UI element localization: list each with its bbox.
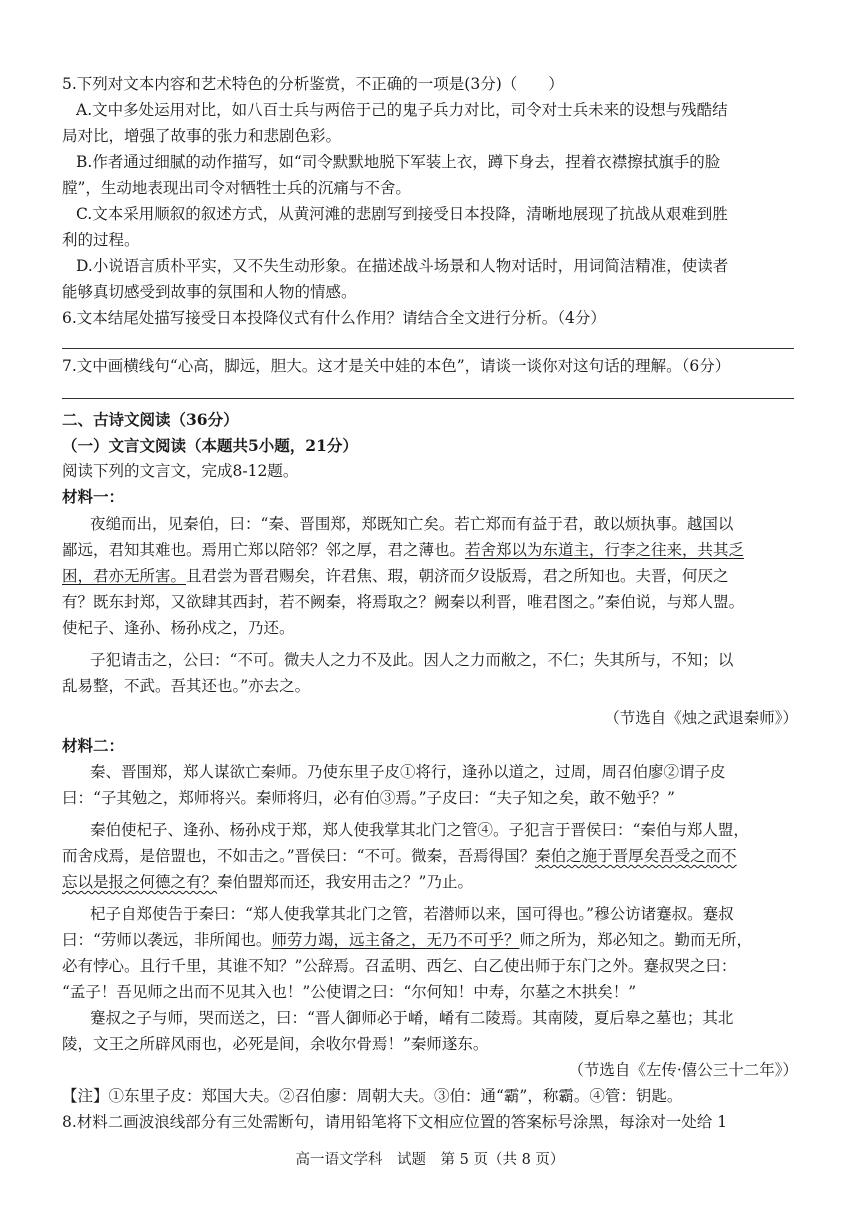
material2-source: （节选自《左传·僖公三十二年》）: [568, 1061, 798, 1079]
subsection-title: （一）文言文阅读（本题共5小题，21分）: [62, 436, 358, 455]
material2-line: 秦、晋围郑，郑人谋欲亡秦师。乃使东里子皮①将行，逢孙以道之，过周，周召伯廖②谓子皮: [90, 763, 726, 781]
material1-label: 材料一：: [62, 487, 125, 506]
material2-line: “孟子！吾见师之出而不见其入也！”公使谓之曰：“尔何知！中寿，尔墓之木拱矣！”: [62, 983, 637, 1001]
underlined-sentence: 困，君亦无所害。: [62, 567, 187, 585]
q5-option-c-line2: 利的过程。: [62, 231, 140, 249]
q5-option-b-line2: 膛”，生动地表现出司令对牺牲士兵的沉痛与不舍。: [62, 179, 411, 197]
q5-option-a-line2: 局对比，增强了故事的张力和悲剧色彩。: [62, 127, 342, 145]
material2-line: 曰：“劳师以袭远，非所闻也。师劳力竭，远主备之，无乃不可乎？师之所为，郑必知之。勤而无所，: [62, 931, 752, 949]
answer-line-q6[interactable]: [62, 348, 794, 349]
q8-stem: 8.材料二画波浪线部分有三处需断句，请用铅笔将下文相应位置的答案标号涂黑，每涂对一处给 1: [62, 1113, 728, 1131]
material1-line: 乱易整，不武。吾其还也。”亦去之。: [62, 677, 311, 695]
material2-line: 而舍戍焉，是倍盟也，不如击之。”晋侯曰：“不可。微秦，吾焉得国？秦伯之施于晋厚矣吾受之而不: [62, 847, 737, 865]
q6-stem: 6.文本结尾处描写接受日本投降仪式有什么作用？请结合全文进行分析。（4分）: [62, 309, 606, 327]
annotation-note: 【注】①东里子皮：郑国大夫。②召伯廖：周朝大夫。③伯：通“霸”，称霸。④管：钥匙。: [62, 1087, 683, 1105]
q7-stem: 7.文中画横线句“心高，脚远，胆大。这才是关中娃的本色”，请谈一谈你对这句话的理解。（6分）: [62, 357, 731, 375]
underlined-sentence: 若舍郑以为东道主，行李之往来，共其乏: [465, 541, 745, 559]
q5-option-d-line1: D.小说语言质朴平实，又不失生动形象。在描述战斗场景和人物对话时，用词简洁精准，使读者: [76, 257, 729, 275]
material2-line: 忘以是报之何德之有？秦伯盟郑而还，我安用击之？”乃止。: [62, 873, 473, 891]
wavy-underlined-passage: 忘以是报之何德之有？: [62, 873, 218, 891]
section-instruction: 阅读下列的文言文，完成8-12题。: [62, 462, 299, 480]
material1-source: （节选自《烛之武退秦师》）: [604, 709, 798, 727]
material2-line: 杞子自郑使告于秦曰：“郑人使我掌其北门之管，若潜师以来，国可得也。”穆公访诸蹇叔。蹇叔: [90, 905, 734, 923]
material1-line: 使杞子、逢孙、杨孙戍之，乃还。: [62, 619, 295, 637]
q5-stem: 5.下列对文本内容和艺术特色的分析鉴赏，不正确的一项是(3分)（ ）: [62, 75, 564, 93]
material1-line: 鄙远，君知其难也。焉用亡郑以陪邻？邻之厚，君之薄也。若舍郑以为东道主，行李之往来，共其乏: [62, 541, 745, 559]
material1-line: 子犯请击之，公曰：“不可。微夫人之力不及此。因人之力而敝之，不仁；失其所与，不知；以: [90, 651, 734, 669]
material1-line: 夜缒而出，见秦伯，曰：“秦、晋围郑，郑既知亡矣。若亡郑而有益于君，敢以烦执事。越国以: [90, 515, 734, 533]
q5-option-a-line1: A.文中多处运用对比，如八百士兵与两倍于己的鬼子兵力对比，司令对士兵未来的设想与残酷结: [76, 101, 728, 119]
page-footer: 高一语文学科 试题 第 5 页（共 8 页）: [295, 1152, 565, 1168]
answer-line-q7[interactable]: [62, 398, 794, 399]
material1-line: 有？既东封郑，又欲肆其西封，若不阙秦，将焉取之？阙秦以利晋，唯君图之。”秦伯说，与郑人盟。: [62, 593, 745, 611]
section-title: 二、古诗文阅读（36分）: [62, 410, 239, 429]
material1-line: 困，君亦无所害。且君尝为晋君赐矣，许君焦、瑕，朝济而夕设版焉，君之所知也。夫晋，何厌之: [62, 567, 729, 585]
material2-line: 陵，文王之所辟风雨也，必死是间，余收尔骨焉！”秦师遂东。: [62, 1035, 489, 1053]
underlined-sentence: 师劳力竭，远主备之，无乃不可乎？: [271, 931, 520, 949]
material2-line: 蹇叔之子与师，哭而送之，曰：“晋人御师必于崤，崤有二陵焉。其南陵，夏后皋之墓也；其北: [90, 1009, 734, 1027]
q5-option-b-line1: B.作者通过细腻的动作描写，如“司令默默地脱下军装上衣，蹲下身去，捏着衣襟擦拭旗手的脸: [76, 153, 721, 171]
material2-label: 材料二：: [62, 736, 125, 755]
q5-option-c-line1: C.文本采用顺叙的叙述方式，从黄河滩的悲剧写到接受日本投降，清晰地展现了抗战从艰难到胜: [76, 205, 728, 223]
material2-line: 秦伯使杞子、逢孙、杨孙戍于郑，郑人使我掌其北门之管④。子犯言于晋侯曰：“秦伯与郑人盟，: [90, 821, 749, 839]
material2-line: 曰：“子其勉之，郑师将兴。秦师将归，必有伯③焉。”子皮曰：“夫子知之矣，敢不勉乎？”: [62, 789, 675, 807]
q5-option-d-line2: 能够真切感受到故事的氛围和人物的情感。: [62, 283, 357, 301]
material2-line: 必有悖心。且行千里，其谁不知？”公辞焉。召孟明、西乞、白乙使出师于东门之外。蹇叔哭之曰：: [62, 957, 737, 975]
wavy-underlined-passage: 秦伯之施于晋厚矣吾受之而不: [535, 847, 737, 865]
